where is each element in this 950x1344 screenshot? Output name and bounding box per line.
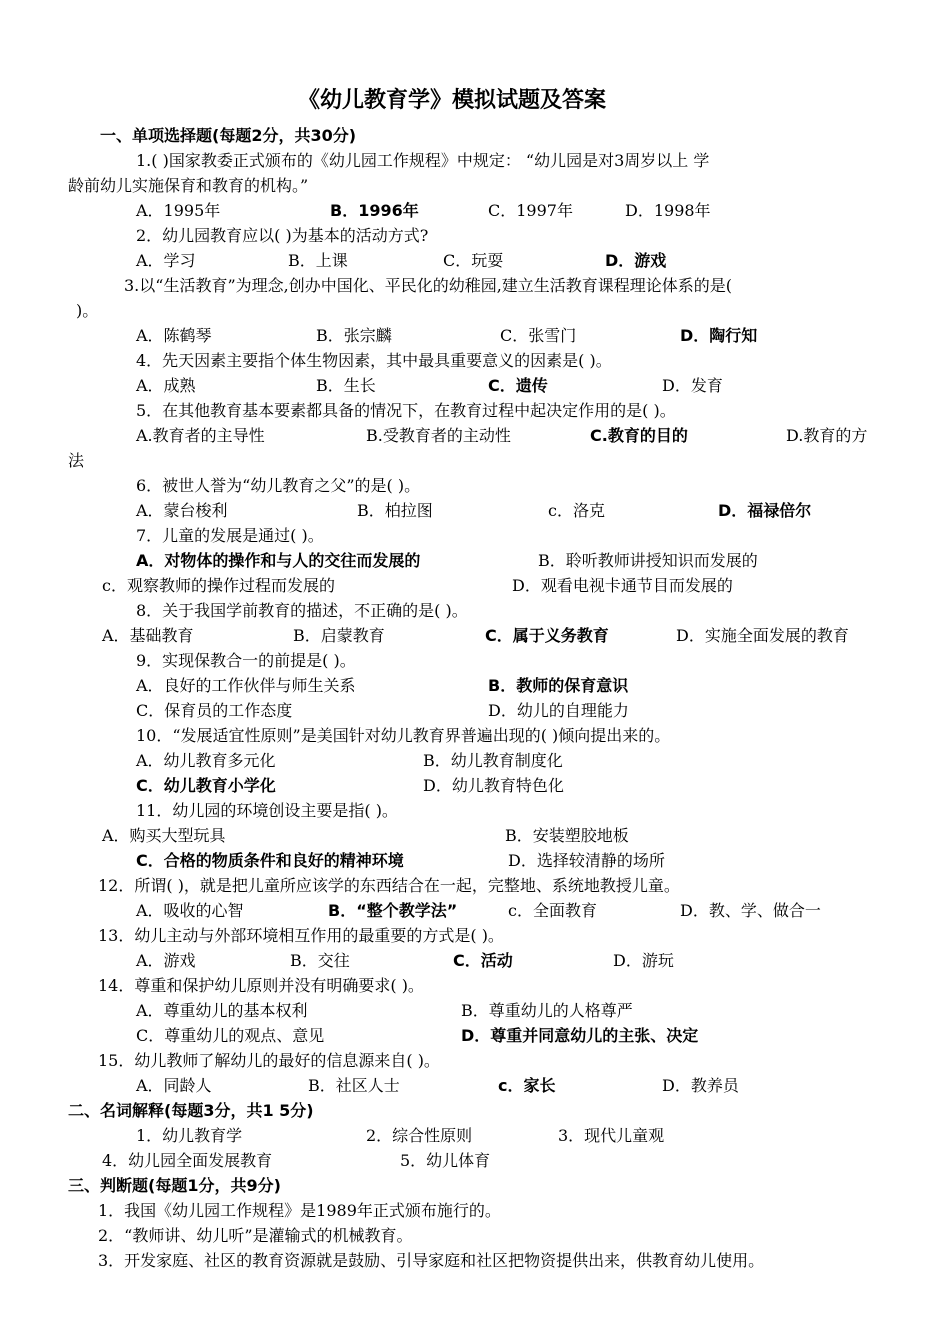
q10-option-a: A．幼儿教育多元化 <box>136 751 276 770</box>
q7-stem: 7．儿童的发展是通过( )。 <box>136 526 324 545</box>
q1-option-b: B．1996年 <box>330 201 419 220</box>
q1-option-d: D．1998年 <box>625 201 711 220</box>
q5-option-d-cont: 法 <box>68 451 85 470</box>
q5-option-c: C.教育的目的 <box>590 426 688 445</box>
q3-option-c: C．张雪门 <box>500 326 577 345</box>
q9-option-c: C．保育员的工作态度 <box>136 701 293 720</box>
q5-option-a: A.教育者的主导性 <box>136 426 265 445</box>
q12-stem: 12．所谓( )，就是把儿童所应该学的东西结合在一起，完整地、系统地教授儿童。 <box>98 876 680 895</box>
term-4: 4．幼儿园全面发展教育 <box>102 1151 273 1170</box>
q13-option-d: D．游玩 <box>613 951 674 970</box>
judgement-1: 1．我国《幼儿园工作规程》是1989年正式颁布施行的。 <box>98 1201 501 1220</box>
q13-stem: 13．幼儿主动与外部环境相互作用的最重要的方式是( )。 <box>98 926 504 945</box>
q14-stem: 14．尊重和保护幼儿原则并没有明确要求( )。 <box>98 976 424 995</box>
term-1: 1．幼儿教育学 <box>136 1126 243 1145</box>
q8-option-d: D．实施全面发展的教育 <box>676 626 849 645</box>
q11-option-d: D．选择较清静的场所 <box>508 851 665 870</box>
q13-option-a: A．游戏 <box>136 951 196 970</box>
q14-option-c: C．尊重幼儿的观点、意见 <box>136 1026 325 1045</box>
q1-stem: 1.( )国家教委正式颁布的《幼儿园工作规程》中规定： “幼儿园是对3周岁以上 学 <box>136 151 710 170</box>
q14-option-d: D．尊重并同意幼儿的主张、决定 <box>461 1026 699 1045</box>
section1-header: 一、单项选择题(每题2分，共30分) <box>100 126 357 145</box>
q6-stem: 6．被世人誉为“幼儿教育之父”的是( )。 <box>136 476 421 495</box>
q3-option-b: B．张宗麟 <box>316 326 392 345</box>
q1-stem-cont: 龄前幼儿实施保育和教育的机构。” <box>68 176 309 195</box>
q15-option-a: A．同龄人 <box>136 1076 212 1095</box>
q15-option-b: B．社区人士 <box>308 1076 400 1095</box>
q2-option-c: C．玩耍 <box>443 251 504 270</box>
q9-option-b: B．教师的保育意识 <box>488 676 629 695</box>
q3-option-a: A．陈鹤琴 <box>136 326 212 345</box>
judgement-3: 3．开发家庭、社区的教育资源就是鼓励、引导家庭和社区把物资提供出来，供教育幼儿使用。 <box>98 1251 765 1270</box>
q6-option-c: c．洛克 <box>548 501 605 520</box>
q3-option-d: D．陶行知 <box>680 326 758 345</box>
q4-option-b: B．生长 <box>316 376 376 395</box>
page-title: 《幼儿教育学》模拟试题及答案 <box>298 88 607 113</box>
q9-stem: 9．实现保教合一的前提是( )。 <box>136 651 356 670</box>
q7-option-d: D．观看电视卡通节目而发展的 <box>512 576 733 595</box>
q12-option-a: A．吸收的心智 <box>136 901 244 920</box>
q3-stem-cont: )。 <box>76 301 99 320</box>
q10-stem: 10．“发展适宜性原则”是美国针对幼儿教育界普遍出现的( )倾向提出来的。 <box>136 726 671 745</box>
q1-option-a: A．1995年 <box>136 201 221 220</box>
section3-header: 三、判断题(每题1分，共9分) <box>68 1176 281 1195</box>
q8-option-a: A．基础教育 <box>102 626 194 645</box>
judgement-2: 2．“教师讲、幼儿听”是灌输式的机械教育。 <box>98 1226 413 1245</box>
q4-option-d: D．发育 <box>662 376 723 395</box>
q15-stem: 15．幼儿教师了解幼儿的最好的信息源来自( )。 <box>98 1051 440 1070</box>
section2-header: 二、名词解释(每题3分，共1 5分) <box>68 1101 314 1120</box>
q8-option-b: B．启蒙教育 <box>293 626 385 645</box>
q9-option-a: A．良好的工作伙伴与师生关系 <box>136 676 356 695</box>
q11-option-b: B．安装塑胶地板 <box>505 826 629 845</box>
q9-option-d: D．幼儿的自理能力 <box>488 701 629 720</box>
q7-option-c: c．观察教师的操作过程而发展的 <box>102 576 335 595</box>
q13-option-b: B．交往 <box>290 951 350 970</box>
q12-option-b: B．“整个教学法” <box>328 901 458 920</box>
q10-option-c: C．幼儿教育小学化 <box>136 776 276 795</box>
q2-stem: 2．幼儿园教育应以( )为基本的活动方式? <box>136 226 429 245</box>
q2-option-d: D．游戏 <box>605 251 667 270</box>
q6-option-d: D．福禄倍尔 <box>718 501 812 520</box>
q13-option-c: C．活动 <box>453 951 513 970</box>
q6-option-b: B．柏拉图 <box>357 501 433 520</box>
q15-option-d: D．教养员 <box>662 1076 739 1095</box>
q12-option-d: D．教、学、做合一 <box>680 901 821 920</box>
q4-option-c: C．遗传 <box>488 376 548 395</box>
q3-stem: 3.以“生活教育”为理念,创办中国化、平民化的幼稚园,建立生活教育课程理论体系的是( <box>124 276 733 295</box>
q11-option-c: C．合格的物质条件和良好的精神环境 <box>136 851 404 870</box>
q2-option-b: B．上课 <box>288 251 348 270</box>
term-3: 3．现代儿童观 <box>558 1126 665 1145</box>
q5-option-b: B.受教育者的主动性 <box>366 426 511 445</box>
q1-option-c: C．1997年 <box>488 201 573 220</box>
q2-option-a: A．学习 <box>136 251 196 270</box>
q4-stem: 4．先天因素主要指个体生物因素，其中最具重要意义的因素是( )。 <box>136 351 612 370</box>
q5-option-d: D.教育的方 <box>786 426 868 445</box>
term-2: 2．综合性原则 <box>366 1126 473 1145</box>
q10-option-b: B．幼儿教育制度化 <box>423 751 563 770</box>
term-5: 5．幼儿体育 <box>400 1151 491 1170</box>
q11-stem: 11．幼儿园的环境创设主要是指( )。 <box>136 801 398 820</box>
q15-option-c: c．家长 <box>498 1076 556 1095</box>
q4-option-a: A．成熟 <box>136 376 196 395</box>
q12-option-c: c．全面教育 <box>508 901 597 920</box>
q6-option-a: A．蒙台梭利 <box>136 501 228 520</box>
q8-stem: 8．关于我国学前教育的描述，不正确的是( )。 <box>136 601 468 620</box>
q8-option-c: C．属于义务教育 <box>485 626 609 645</box>
q14-option-b: B．尊重幼儿的人格尊严 <box>461 1001 633 1020</box>
q5-stem: 5．在其他教育基本要素都具备的情况下，在教育过程中起决定作用的是( )。 <box>136 401 676 420</box>
q11-option-a: A．购买大型玩具 <box>102 826 226 845</box>
q7-option-b: B．聆听教师讲授知识而发展的 <box>538 551 758 570</box>
q7-option-a: A．对物体的操作和与人的交往而发展的 <box>136 551 421 570</box>
q14-option-a: A．尊重幼儿的基本权利 <box>136 1001 308 1020</box>
q10-option-d: D．幼儿教育特色化 <box>423 776 564 795</box>
